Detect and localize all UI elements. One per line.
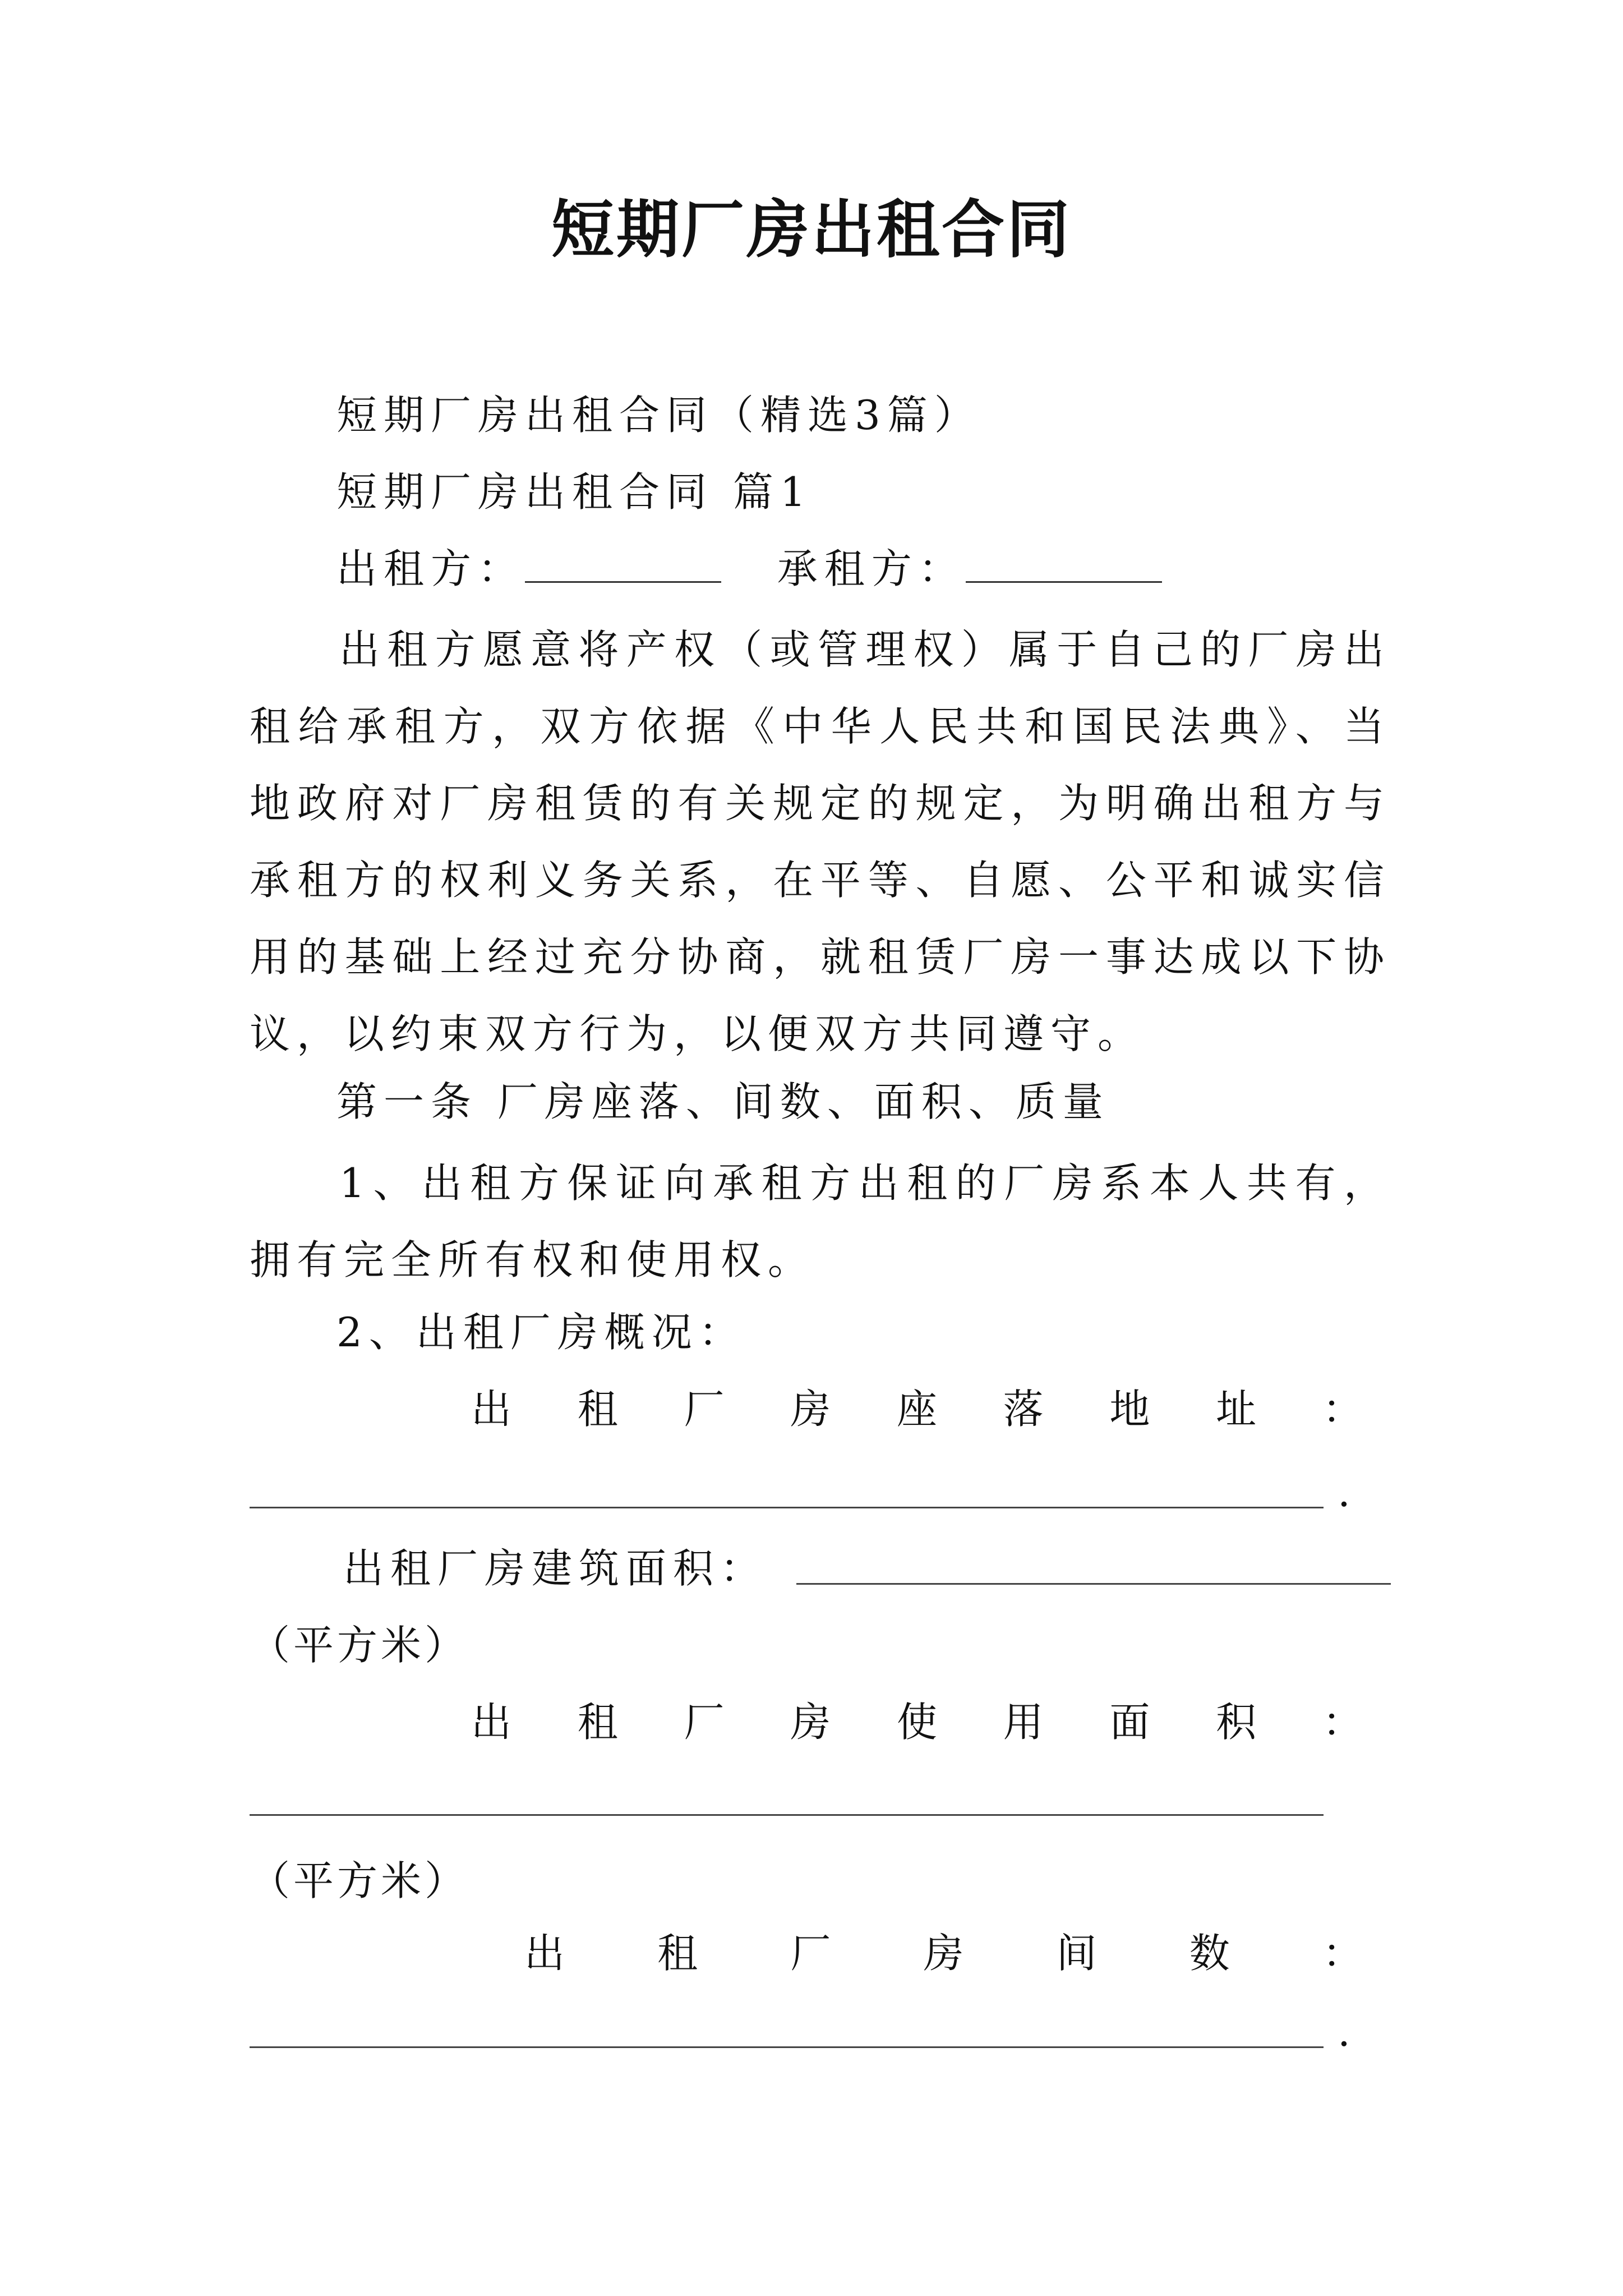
- item2-line: 2、出租厂房概况：: [336, 1309, 746, 1356]
- rooms-end-dot: .: [1338, 2008, 1350, 2055]
- document-subtitle: 短期厂房出租合同（精选3篇）: [336, 392, 981, 439]
- parties-line: [336, 541, 1162, 597]
- lessee-blank: [966, 547, 1162, 583]
- address-end-dot: .: [1338, 1469, 1350, 1516]
- article1-heading: 第一条 厂房座落、间数、面积、质量: [336, 1078, 1110, 1125]
- usable-area-unit: （平方米）: [250, 1857, 469, 1904]
- section-heading: 短期厂房出租合同 篇1: [336, 468, 813, 516]
- rooms-label: 出 租 厂 房 间 数 ：: [524, 1930, 1363, 1977]
- lessor-label: 出租方：: [336, 545, 525, 592]
- address-label: 出 租 厂 房 座 落 地 址 ：: [471, 1386, 1363, 1433]
- item1-paragraph: 1、出租方保证向承租方出租的厂房系本人共有，拥有完全所有权和使用权。: [250, 1159, 1391, 1283]
- intro-paragraph: 出租方愿意将产权（或管理权）属于自己的厂房出租给承租方，双方依据《中华人民共和国民法典》、当地政府对厂房租赁的有关规定的规定，为明确出租方与承租方的权利义务关系，在平等、自愿、公平和诚实信用的基础上经过充分协商，就租赁厂房一事达成以下协议，以约束双方行为，以便双方共同遵守。: [250, 626, 1391, 1057]
- usable-area-label: 出 租 厂 房 使 用 面 积 ：: [471, 1699, 1363, 1746]
- document-title: 短期厂房出租合同: [551, 193, 1072, 266]
- lessee-label: 承租方：: [777, 545, 966, 592]
- usable-area-blank: [250, 1814, 1324, 1816]
- lessor-blank: [525, 547, 721, 583]
- address-blank: [250, 1507, 1324, 1508]
- building-area-blank: [796, 1583, 1391, 1585]
- rooms-blank: [250, 2046, 1324, 2048]
- building-area-unit: （平方米）: [250, 1622, 469, 1669]
- building-area-label: 出租厂房建筑面积：: [343, 1545, 768, 1592]
